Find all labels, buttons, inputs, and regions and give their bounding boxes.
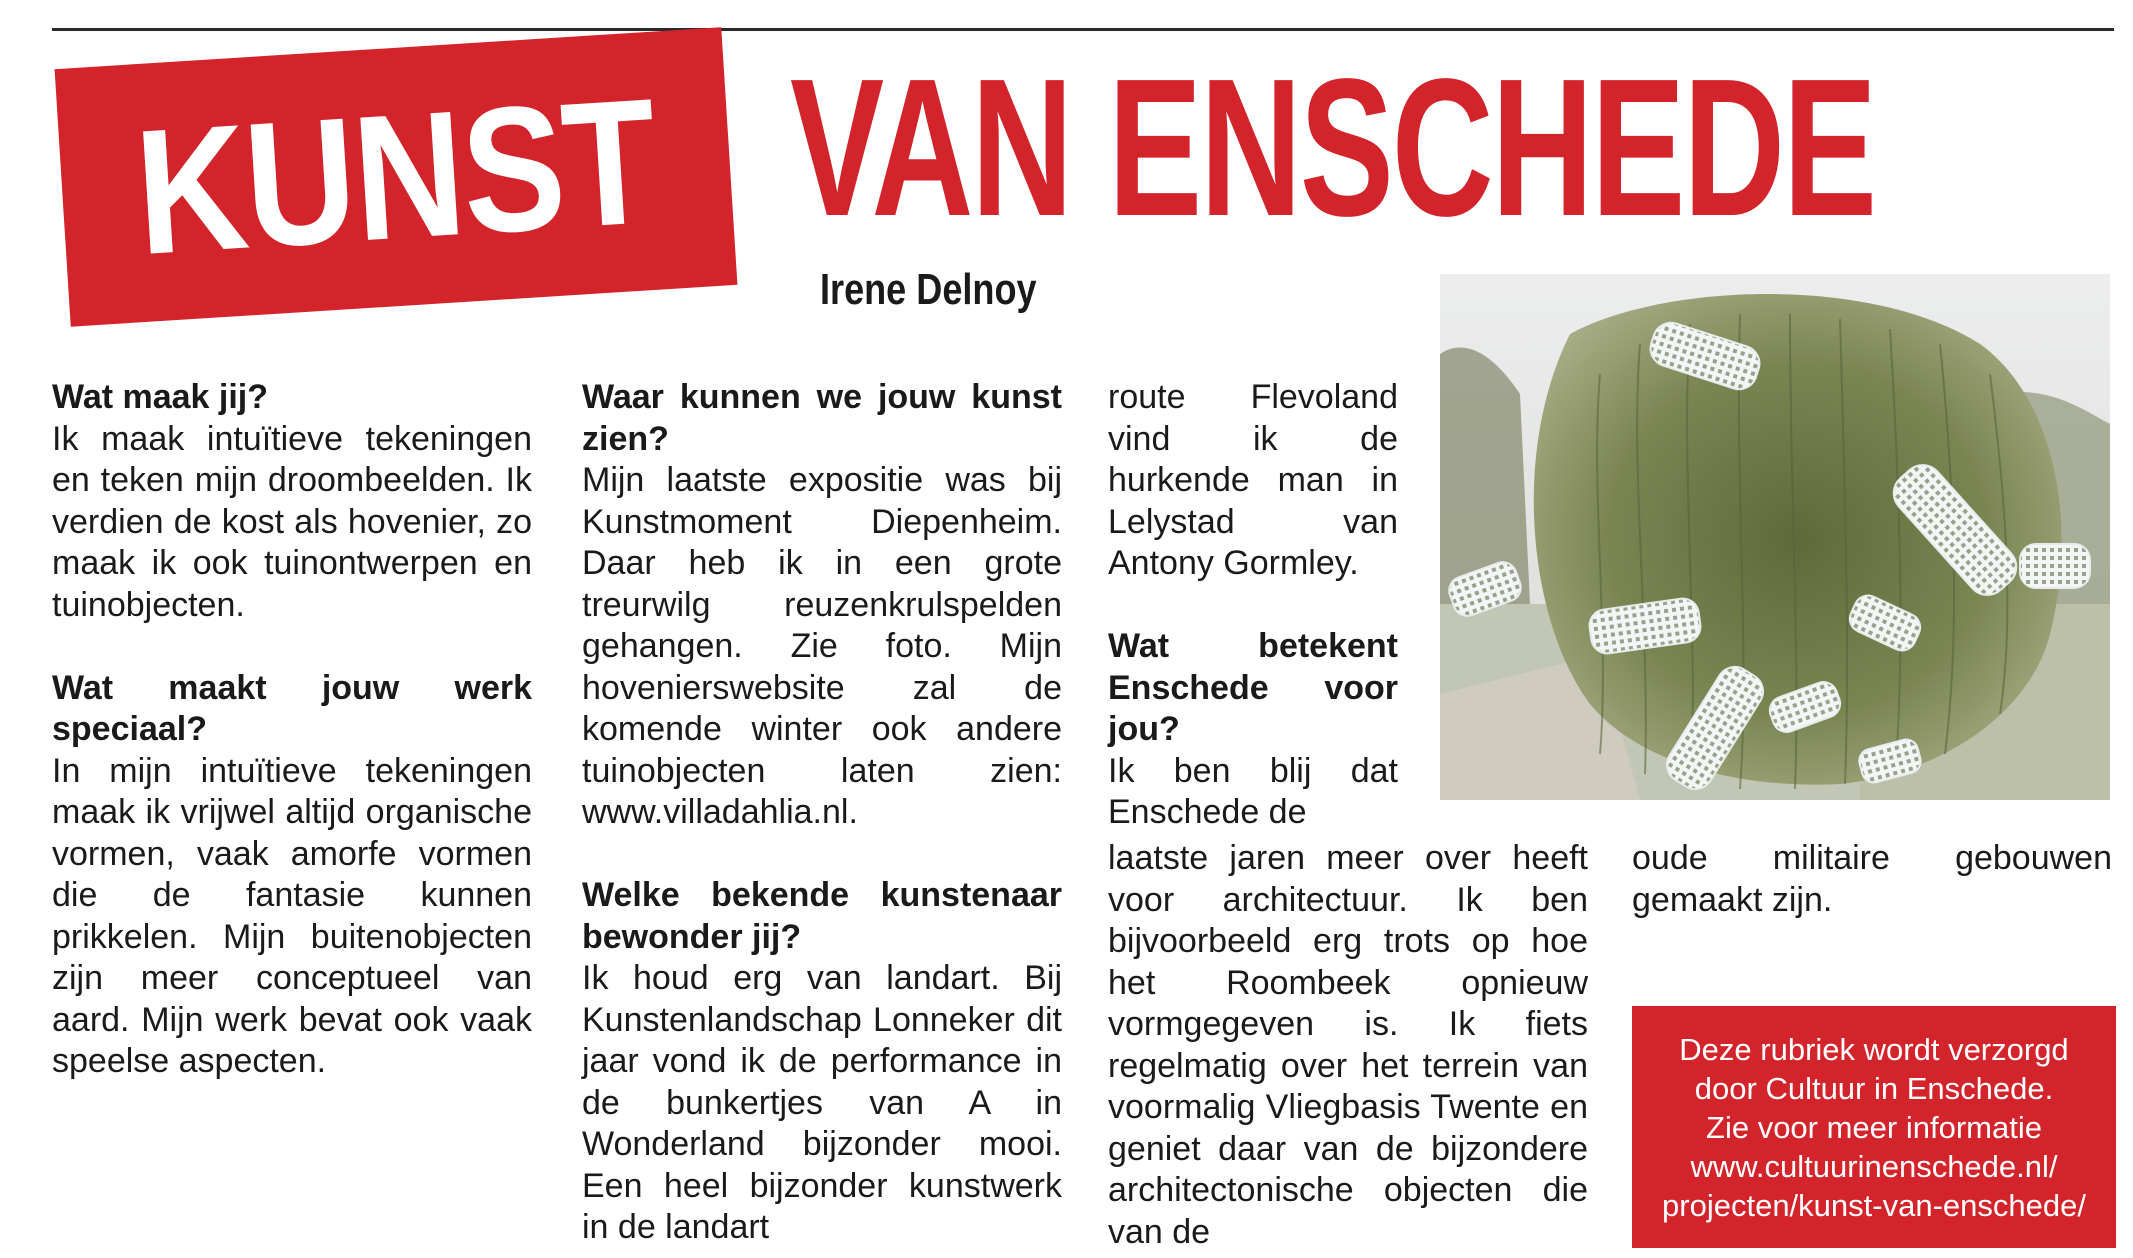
info-line: door Cultuur in Enschede. xyxy=(1694,1070,2054,1106)
willow-tree-photo xyxy=(1440,274,2110,800)
column-3 xyxy=(1108,377,1398,834)
column-2 xyxy=(582,377,1062,1249)
answer-text: Ik maak intuïtieve tekeningen en teken mijn droombeelden. Ik verdien de kost als hovenier, zo maak ik ook tuinontwerpen en tuinobjecten. xyxy=(52,419,532,624)
column-1 xyxy=(52,377,532,1083)
question-heading: Welke bekende kunstenaar bewonder jij? xyxy=(582,876,1062,956)
answer-text: route Flevoland vind ik de hurkende man in Lelystad van Antony Gormley. xyxy=(1108,378,1398,582)
question-heading: Wat maakt jouw werk speciaal? xyxy=(52,668,532,748)
answer-text: Ik ben blij dat Enschede de xyxy=(1108,751,1398,831)
kunst-label: KUNST xyxy=(130,60,662,293)
headline-title: VAN ENSCHEDE xyxy=(790,38,1875,257)
answer-text: oude militaire gebouwen gemaakt zijn. xyxy=(1632,839,2112,919)
question-heading: Wat betekent Enschede voor jou? xyxy=(1108,627,1398,748)
info-box xyxy=(1632,1006,2116,1248)
column-4 xyxy=(1632,838,2112,921)
info-line: Deze rubriek wordt verzorgd xyxy=(1679,1031,2069,1067)
info-link[interactable]: projecten/kunst-van-enschede/ xyxy=(1662,1187,2086,1223)
question-heading: Wat maak jij? xyxy=(52,378,269,416)
author-byline: Irene Delnoy xyxy=(820,265,1037,314)
answer-text: Mijn laatste expositie was bij Kunstmoment Diepenheim. Daar heb ik in een grote treurwilg reuzenkrulspelden gehangen. Zie foto. Mijn hovenierswebsite zal de komende winter ook andere tuinobjecten laten zien: www.villadahlia.nl. xyxy=(582,461,1062,831)
top-rule xyxy=(52,28,2114,31)
answer-text: Ik houd erg van landart. Bij Kunstenlandschap Lonneker dit jaar vond ik de performance in de bunkertjes van A in Wonderland bijzonder mooi. Een heel bijzonder kunstwerk in de landart xyxy=(582,959,1062,1246)
willow-tree-icon xyxy=(1440,274,2110,800)
question-heading: Waar kunnen we jouw kunst zien? xyxy=(582,378,1062,458)
answer-text: laatste jaren meer over heeft voor architectuur. Ik ben bijvoorbeeld erg trots op hoe het Roombeek opnieuw vormgegeven is. Ik fiets regelmatig over het terrein van voormalig Vliegbasis Twente en geniet daar van de bijzondere architectonische objecten die van de xyxy=(1108,839,1588,1251)
column-3-continued xyxy=(1108,838,1588,1253)
answer-text: In mijn intuïtieve tekeningen maak ik vrijwel altijd organische vormen, vaak amorfe vormen die de fantasie kunnen prikkelen. Mijn buitenobjecten zijn meer conceptueel van aard. Mijn werk bevat ook vaak speelse aspecten. xyxy=(52,751,532,1080)
info-line: Zie voor meer informatie xyxy=(1706,1109,2042,1145)
kunst-banner xyxy=(55,27,738,326)
info-link[interactable]: www.cultuurinenschede.nl/ xyxy=(1690,1148,2058,1184)
